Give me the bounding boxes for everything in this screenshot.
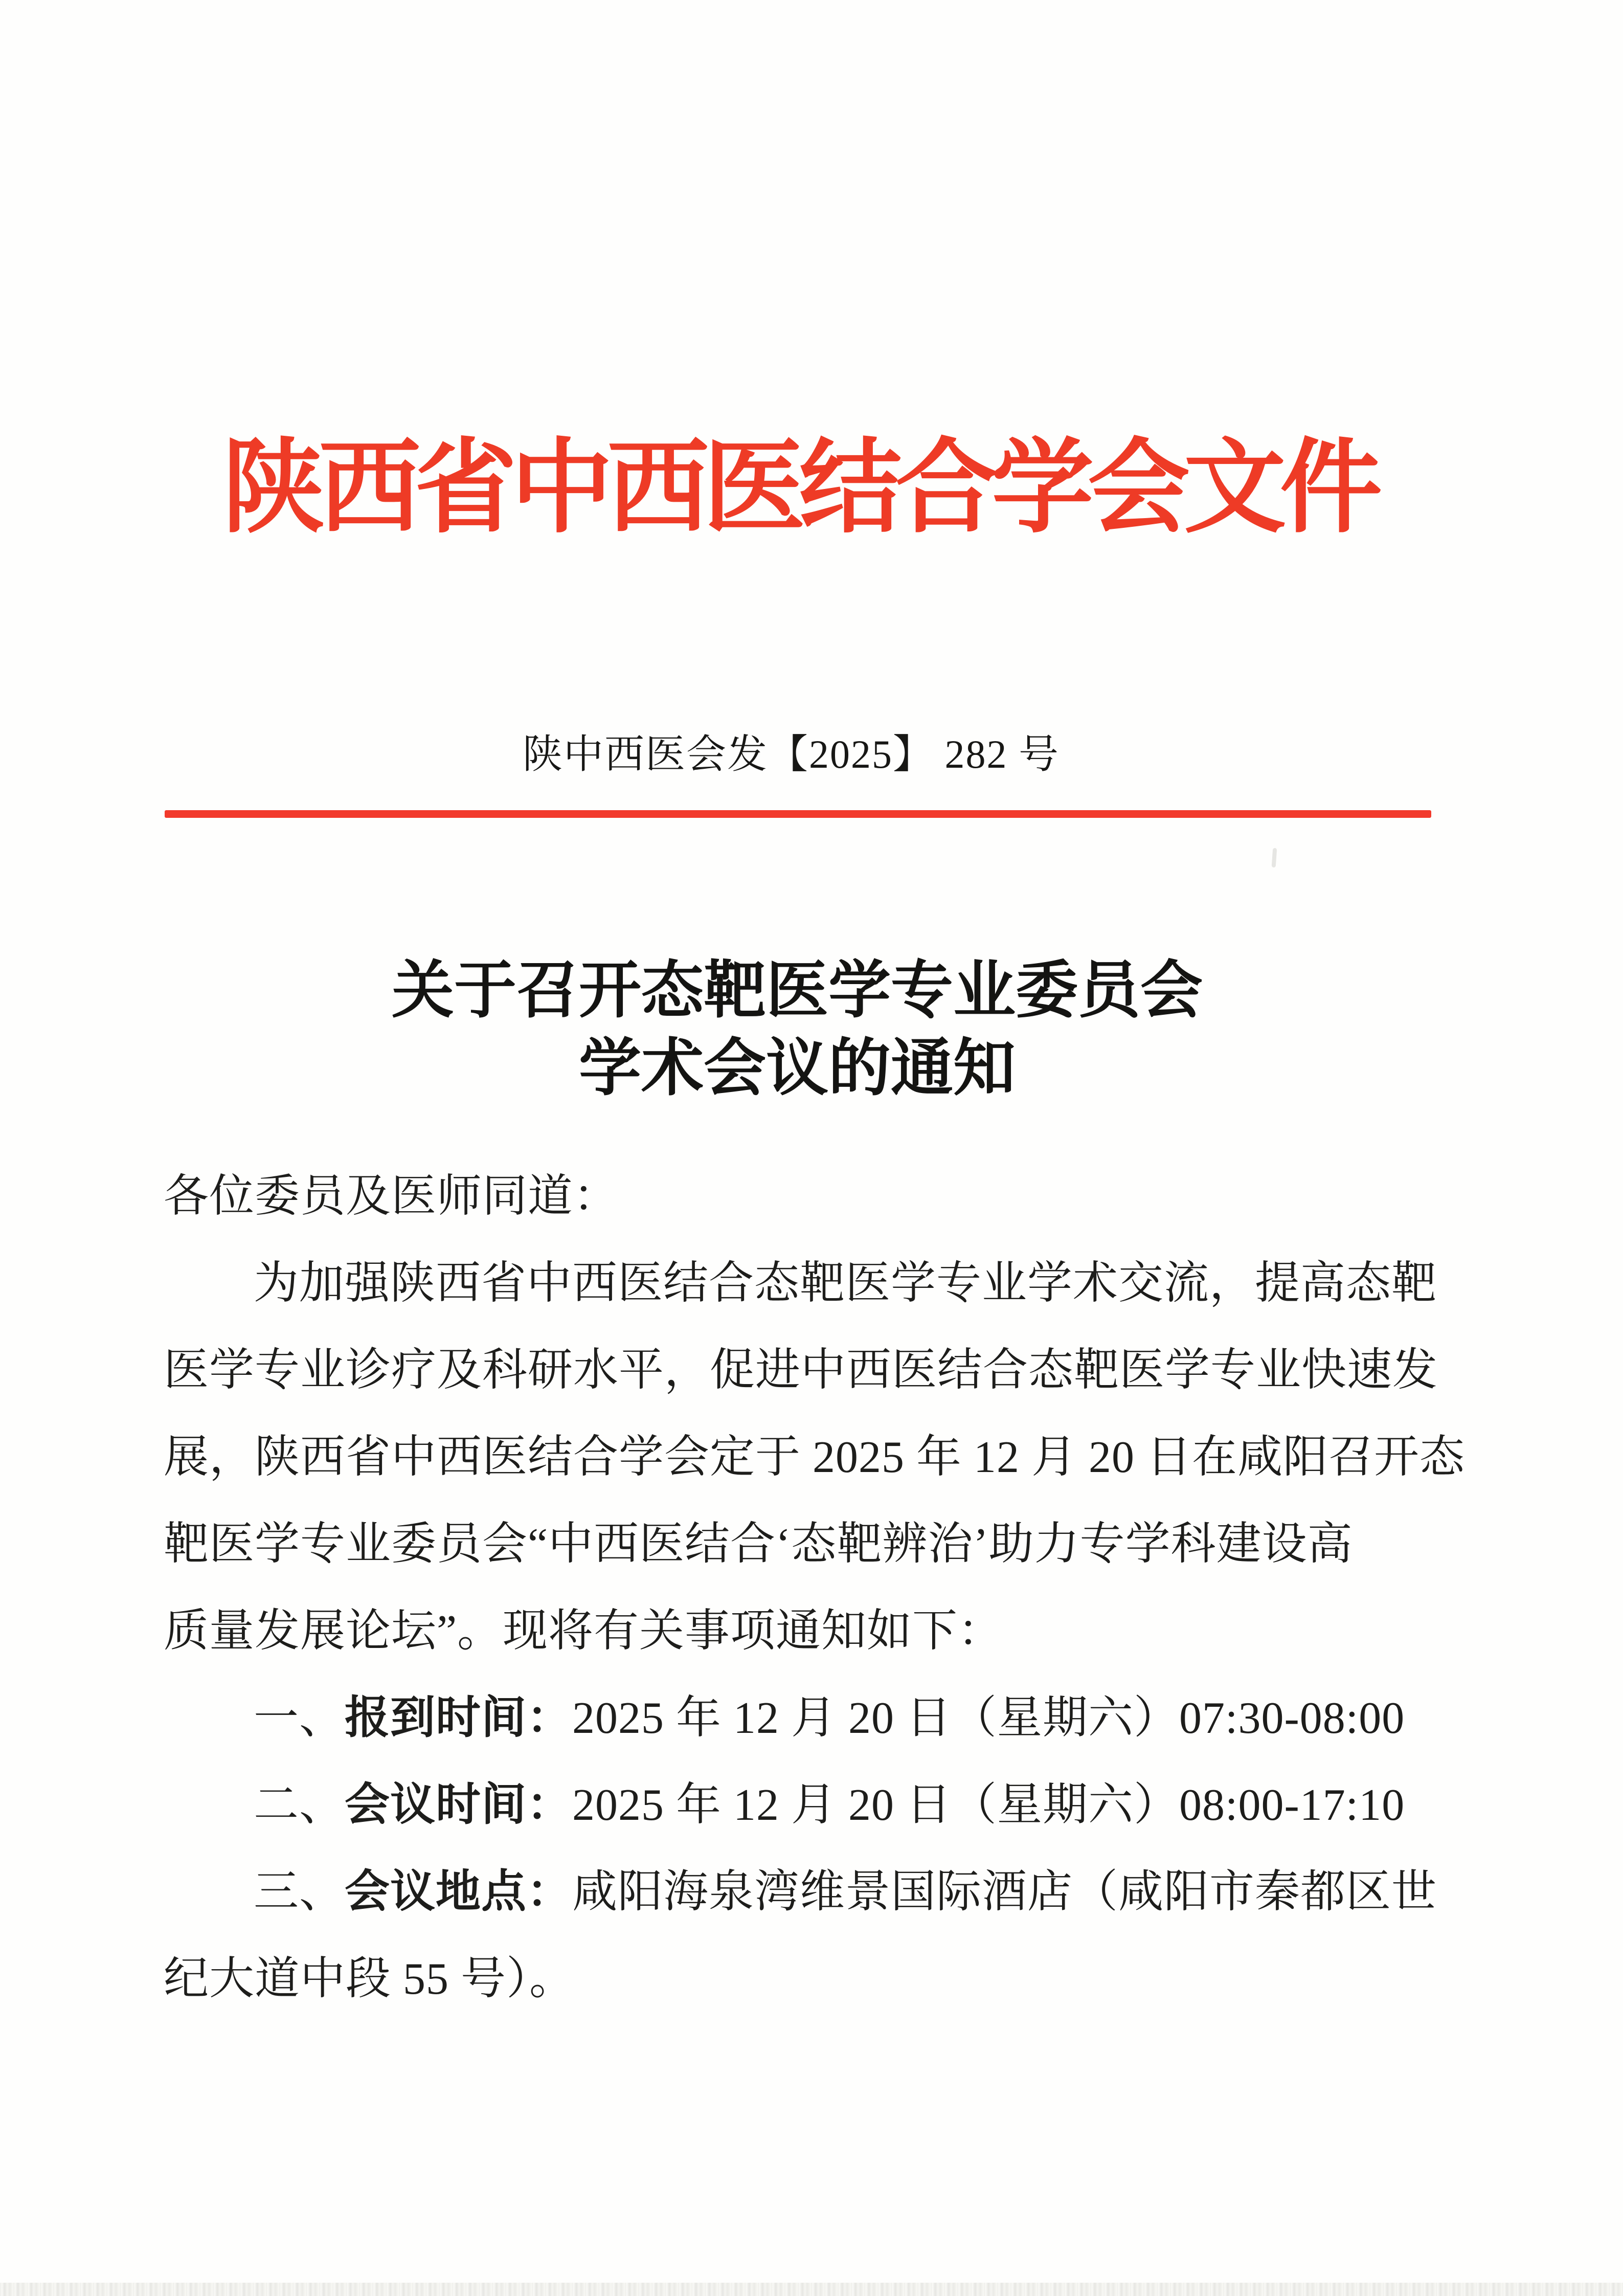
notice-title [0,952,1609,1108]
scan-speck-artifact [1272,848,1277,867]
notice-title-line-1: 关于召开态靶医学专业委员会 [392,956,1203,1026]
item-text: 2025 年 12 月 20 日（星期六）08:00-17:10 [572,1780,1405,1830]
scan-edge-artifact-band [0,2283,1623,2296]
item-number: 一、 [254,1693,345,1743]
item-text: 咸阳海泉湾维景国际酒店（咸阳市秦都区世 [572,1867,1437,1917]
item-text: 2025 年 12 月 20 日（星期六）07:30-08:00 [572,1693,1405,1743]
agenda-item-meeting-venue [164,1849,1437,1936]
item-label: 报到时间： [345,1693,573,1743]
agenda-item-registration-time [164,1675,1432,1762]
notice-body [164,1153,1466,2023]
letterhead-title: 陕西省中西医结合学会文件 [222,432,1376,545]
document-number: 陕中西医会发【2025】 282 号 [522,732,1060,776]
notice-title-line-2: 学术会议的通知 [579,1034,1016,1103]
paragraph-line: 为加强陕西省中西医结合态靶医学专业学术交流，提高态靶 [254,1259,1437,1308]
agenda-item-meeting-time [164,1762,1432,1849]
venue-address-continuation: 纪大道中段 55 号）。 [164,1954,575,2004]
item-label: 会议时间： [345,1780,573,1830]
item-label: 会议地点： [345,1867,573,1917]
paragraph-line: 靶医学专业委员会“中西医结合‘态靶辨治’助力专学科建设高 [164,1520,1353,1569]
red-divider-rule [165,810,1431,818]
salutation: 各位委员及医师同道： [164,1172,619,1221]
item-number: 三、 [254,1867,345,1917]
paragraph-line: 医学专业诊疗及科研水平，促进中西医结合态靶医学专业快速发 [164,1346,1438,1395]
item-number: 二、 [254,1780,345,1830]
paragraph-line: 质量发展论坛”。现将有关事项通知如下： [164,1607,1004,1656]
paragraph-line: 展，陕西省中西医结合学会定于 2025 年 12 月 20 日在咸阳召开态 [164,1433,1466,1482]
